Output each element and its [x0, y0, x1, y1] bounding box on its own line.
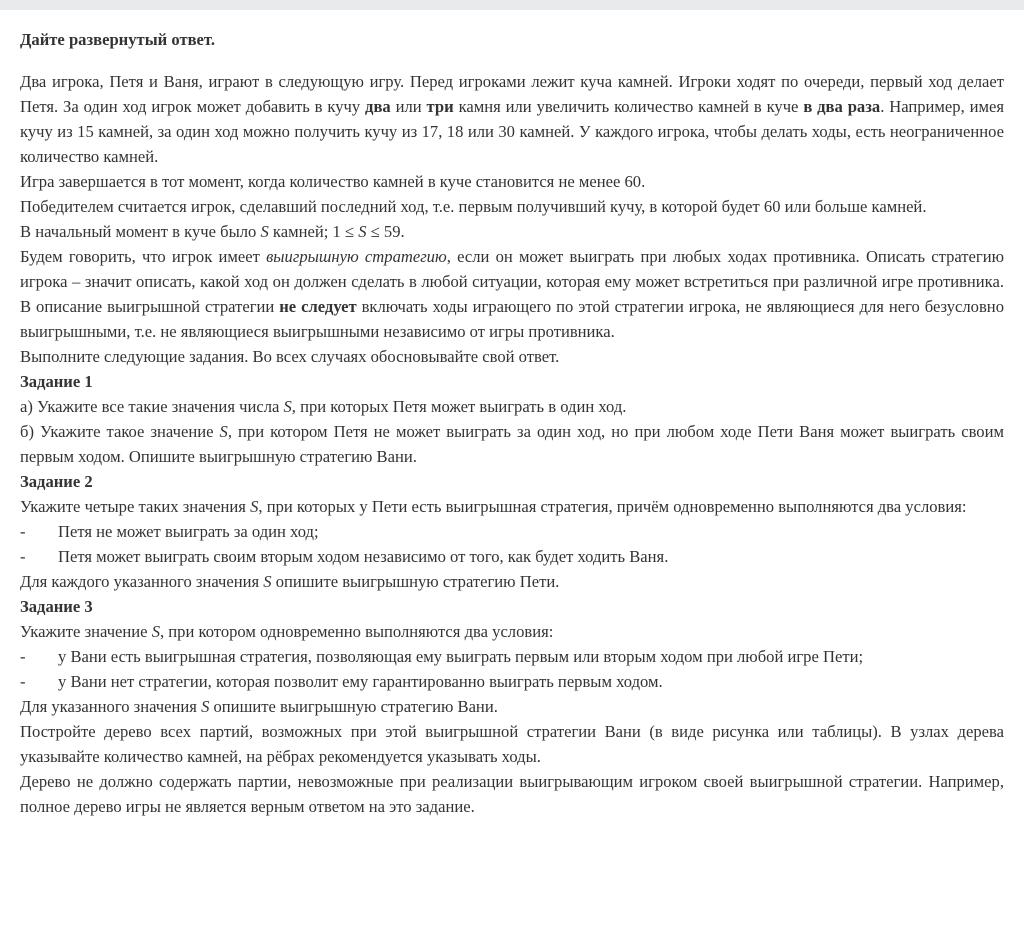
instructions-paragraph: Выполните следующие задания. Во всех случаях обосновывайте свой ответ. [20, 347, 560, 366]
variable-s: S [283, 397, 292, 416]
end-condition-paragraph: Игра завершается в тот момент, когда количество камней в куче становится не менее 60. [20, 172, 646, 191]
list-item-text: у Вани есть выигрышная стратегия, позволяющая ему выиграть первым или вторым ходом при любой игре Пети; [58, 647, 864, 666]
text-span: опишите выигрышную стратегию Вани. [209, 697, 498, 716]
text-span: , при которых у Пети есть выигрышная стратегия, причём одновременно выполняются два условия: [258, 497, 967, 516]
text-span: Укажите значение [20, 622, 152, 641]
text-span: опишите выигрышную стратегию Пети. [271, 572, 560, 591]
text-span: В начальный момент в куче было [20, 222, 261, 241]
variable-s: S [263, 572, 272, 591]
bold-three: три [426, 97, 454, 116]
text-span: , при котором одновременно выполняются два условия: [160, 622, 554, 641]
list-dash: - [20, 672, 26, 691]
list-item-text: Петя не может выиграть за один ход; [58, 522, 319, 541]
task3-strategy-request [20, 694, 1004, 719]
list-dash: - [20, 547, 26, 566]
text-span: , при котором Петя не может выиграть за один ход, но при любом ходе Пети Ваня может выиграть своим первым ходом. Опишите выигрышную стратегию Вани. [20, 422, 1004, 466]
text-span: , при которых Петя может выиграть в один ход. [291, 397, 627, 416]
task3-title: Задание 3 [20, 597, 93, 616]
text-span: б) Укажите такое значение [20, 422, 220, 441]
task2-condition-2 [20, 544, 1004, 569]
text-span: ≤ 59. [366, 222, 405, 241]
text-span: Укажите четыре таких значения [20, 497, 251, 516]
task2-outro [20, 569, 1004, 594]
task2-condition-1 [20, 519, 1004, 544]
text-span: камней; 1 ≤ [268, 222, 359, 241]
variable-s: S [358, 222, 367, 241]
strategy-definition-paragraph [20, 244, 1004, 344]
text-span: Два игрока, Петя и Ваня, играют в следующую игру. Перед игроками лежит куча камней. Игроки ходят по очереди, первый ход делает Петя. За один ход игрок может добавить в кучу [20, 72, 1004, 116]
bold-double: в два раза [803, 97, 881, 116]
task-document [0, 10, 1024, 819]
list-dash: - [20, 647, 26, 666]
variable-s: S [219, 422, 228, 441]
bold-two: два [365, 97, 391, 116]
list-item-text: у Вани нет стратегии, которая позволит ему гарантированно выиграть первым ходом. [58, 672, 663, 691]
instruction-heading: Дайте развернутый ответ. [20, 30, 215, 49]
text-span: , если он может выиграть при любых ходах противника. Описать стратегию игрока – значит описать, какой ход он должен сделать в любой ситуации, которая ему может встретиться при различной игре противника. В описание выигрышной стратегии [20, 247, 1005, 316]
list-item-text: Петя может выиграть своим вторым ходом независимо от того, как будет ходить Ваня. [58, 547, 669, 566]
variable-s: S [260, 222, 269, 241]
winner-paragraph: Победителем считается игрок, сделавший последний ход, т.е. первым получивший кучу, в которой будет 60 или больше камней. [20, 197, 927, 216]
task1-title: Задание 1 [20, 372, 93, 391]
top-bar [0, 0, 1024, 10]
italic-term: выигрышную стратегию [266, 247, 447, 266]
rules-paragraph [20, 69, 1004, 169]
task3-intro [20, 619, 1004, 644]
variable-s: S [250, 497, 259, 516]
initial-state-paragraph [20, 219, 1004, 244]
text-span: Для указанного значения [20, 697, 202, 716]
variable-s: S [151, 622, 160, 641]
list-dash: - [20, 522, 26, 541]
task3-condition-1 [20, 644, 1004, 669]
bold-not-include: не следует [279, 297, 357, 316]
task3-tree-note: Дерево не должно содержать партии, невозможные при реализации выигрывающим игроком своей выигрышной стратегии. Например, полное дерево игры не является верным ответом на это задание. [20, 772, 1004, 816]
task1-part-a [20, 394, 1004, 419]
text-span: Для каждого указанного значения [20, 572, 264, 591]
text-span: включать ходы играющего по этой стратегии игрока, не являющиеся для него безусловно выигрышными, т.е. не являющиеся выигрышными независимо от игры противника. [20, 297, 1004, 341]
text-span: Будем говорить, что игрок имеет [20, 247, 267, 266]
task3-condition-2 [20, 669, 1004, 694]
text-span: . Например, имея кучу из 15 камней, за один ход можно получить кучу из 17, 18 или 30 камней. У каждого игрока, чтобы делать ходы, есть неограниченное количество камней. [20, 97, 1005, 166]
task1-part-b [20, 419, 1004, 469]
task3-tree-request: Постройте дерево всех партий, возможных при этой выигрышной стратегии Вани (в виде рисунка или таблицы). В узлах дерева указывайте количество камней, на рёбрах рекомендуется указывать ходы. [20, 722, 1004, 766]
variable-s: S [201, 697, 210, 716]
task2-intro [20, 494, 1004, 519]
text-span: камня или увеличить количество камней в куче [453, 97, 804, 116]
text-span: а) Укажите все такие значения числа [20, 397, 284, 416]
task2-title: Задание 2 [20, 472, 93, 491]
text-span: или [390, 97, 427, 116]
